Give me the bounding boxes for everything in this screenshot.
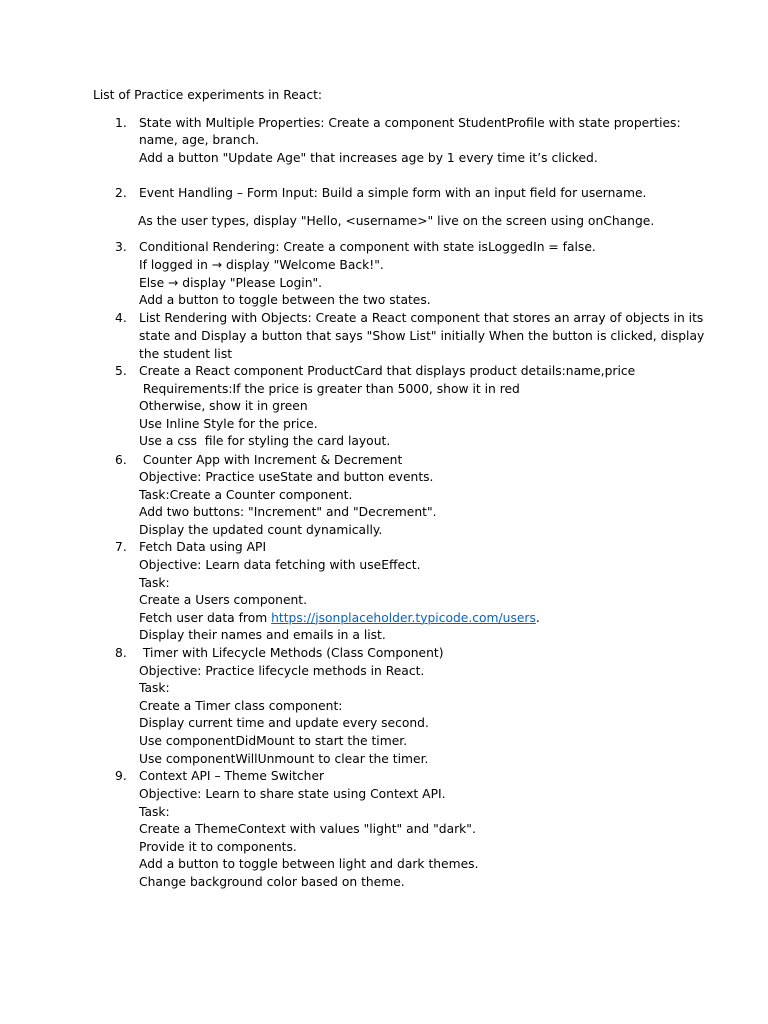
- item-number: 6.: [115, 453, 127, 467]
- item-number: 2.: [115, 186, 127, 200]
- item-text-line: Else → display "Please Login".: [139, 276, 323, 290]
- item-text-line: Add a button to toggle between the two states.: [139, 293, 431, 307]
- item-number: 3.: [115, 240, 127, 254]
- item-number: 9.: [115, 769, 127, 783]
- item-text-line: Task:: [139, 681, 170, 695]
- fetch-prefix: Fetch user data from: [139, 611, 272, 625]
- item-text-line: Objective: Learn to share state using Context API.: [139, 787, 446, 801]
- item-text-line: Use Inline Style for the price.: [139, 417, 318, 431]
- item-text-line: Use componentDidMount to start the timer.: [139, 734, 408, 748]
- item-text-line: Display their names and emails in a list.: [139, 628, 386, 642]
- item-text-line: Task:Create a Counter component.: [139, 488, 353, 502]
- item-text-line: Use componentWillUnmount to clear the timer.: [139, 752, 429, 766]
- item-text-line: Counter App with Increment & Decrement: [139, 453, 403, 467]
- item-number: 1.: [115, 116, 127, 130]
- item-text-line: Create a Users component.: [139, 593, 308, 607]
- item-text-line: Objective: Practice useState and button events.: [139, 470, 434, 484]
- fetch-suffix: .: [535, 611, 540, 625]
- item-number: 4.: [115, 311, 127, 325]
- item-text-line: As the user types, display "Hello, <username>" live on the screen using onChange.: [138, 214, 655, 228]
- item-text-line: Add a button to toggle between light and dark themes.: [139, 857, 479, 871]
- item-text-line: Otherwise, show it in green: [139, 399, 308, 413]
- item-text-line: Display the updated count dynamically.: [139, 523, 383, 537]
- document-heading: List of Practice experiments in React:: [93, 88, 323, 102]
- item-number: 5.: [115, 364, 127, 378]
- item-text-line: Fetch Data using API: [139, 540, 267, 554]
- item-text-line: Display current time and update every second.: [139, 716, 429, 730]
- item-text-line: Task:: [139, 805, 170, 819]
- item-text-line: Context API – Theme Switcher: [139, 769, 325, 783]
- item-text-line: State with Multiple Properties: Create a component StudentProfile with state properties:: [139, 116, 681, 130]
- item-text-line: Task:: [139, 576, 170, 590]
- item-text-line: the student list: [139, 347, 233, 361]
- item-number: 7.: [115, 540, 127, 554]
- item-text-line: Create a React component ProductCard that displays product details:name,price: [139, 364, 636, 378]
- item-text-line: state and Display a button that says "Show List" initially When the button is clicked, display: [139, 329, 705, 343]
- item-text-line: Add a button "Update Age" that increases age by 1 every time it’s clicked.: [139, 151, 598, 165]
- item-text-line: Objective: Practice lifecycle methods in React.: [139, 664, 425, 678]
- item-text-line: Conditional Rendering: Create a component with state isLoggedIn = false.: [139, 240, 596, 254]
- item-text-line: Event Handling – Form Input: Build a simple form with an input field for username.: [139, 186, 647, 200]
- item-text-line: List Rendering with Objects: Create a React component that stores an array of objects in its: [139, 311, 704, 325]
- item-text-line: Provide it to components.: [139, 840, 297, 854]
- item-number: 8.: [115, 646, 127, 660]
- api-link[interactable]: https://jsonplaceholder.typicode.com/users: [271, 611, 536, 625]
- item-text-line: name, age, branch.: [139, 133, 260, 147]
- item-text-line: Requirements:If the price is greater than 5000, show it in red: [139, 382, 520, 396]
- item-text-line: Add two buttons: "Increment" and "Decrement".: [139, 505, 437, 519]
- item-text-line: Use a css file for styling the card layout.: [139, 434, 391, 448]
- item-text-line: Timer with Lifecycle Methods (Class Component): [139, 646, 444, 660]
- item-text-line: Change background color based on theme.: [139, 875, 405, 889]
- item-text-line: Objective: Learn data fetching with useEffect.: [139, 558, 421, 572]
- fetch-line: [139, 611, 540, 626]
- item-text-line: Create a ThemeContext with values "light" and "dark".: [139, 822, 476, 836]
- item-text-line: If logged in → display "Welcome Back!".: [139, 258, 384, 272]
- item-text-line: Create a Timer class component:: [139, 699, 343, 713]
